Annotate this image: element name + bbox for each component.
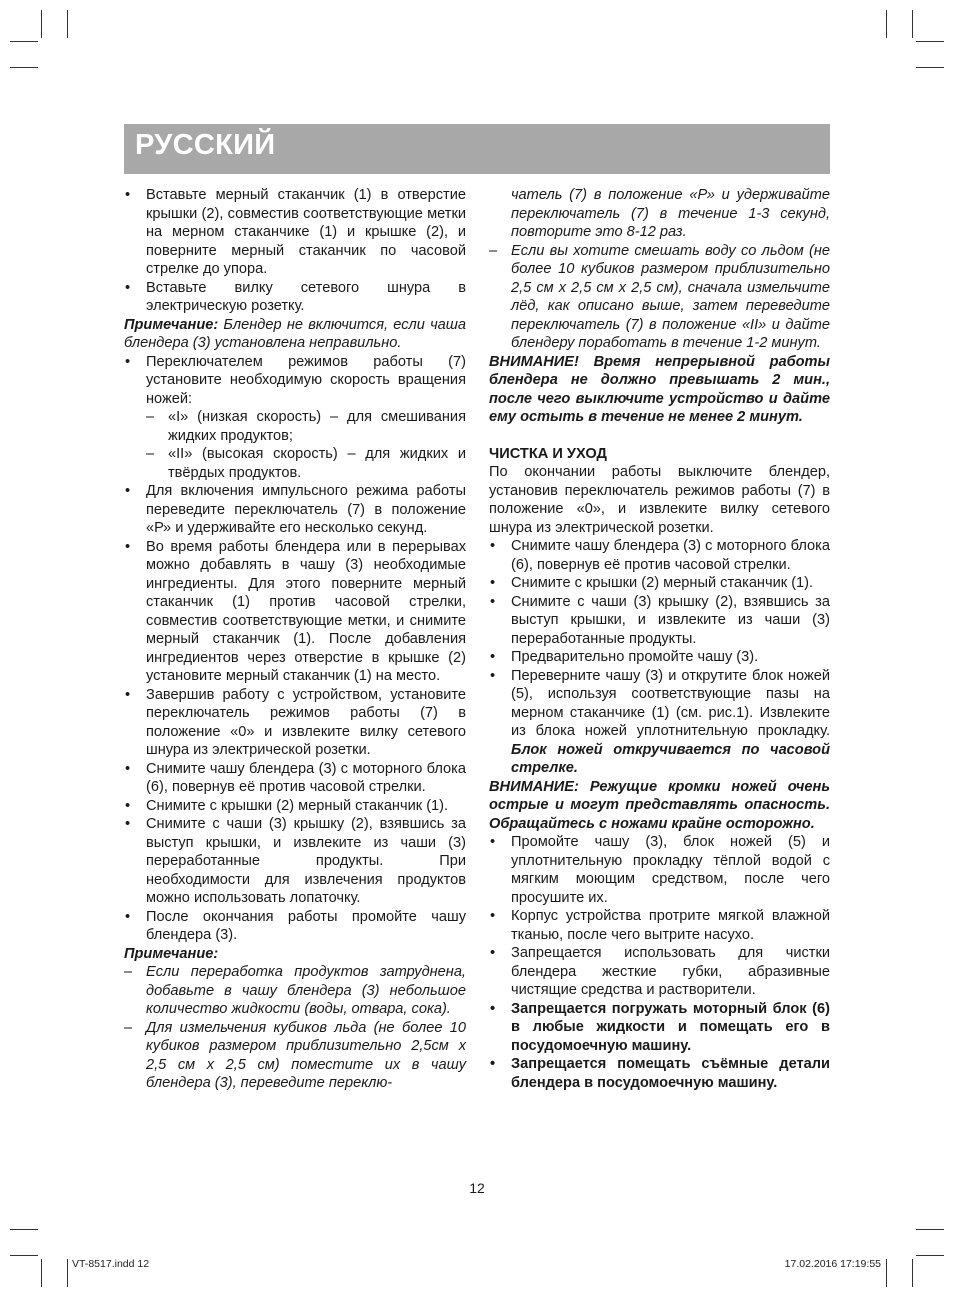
bullet-item: • Снимите с чаши (3) крышку (2), взявшись за выступ крышки, и извлеките из чаши (3) переработанные продукты. При необходимости для извлечения продуктов можно использовать лопаточку. [124, 815, 466, 908]
crop-mark [886, 10, 887, 38]
crop-mark [10, 67, 38, 68]
bullet-item: • Завершив работу с устройством, установите переключатель режимов работы (7) в положение «0» и извлеките вилку сетевого шнура из электрической розетки. [124, 686, 466, 760]
note-dash-item: – Если вы хотите смешать воду со льдом (не более 10 кубиков размером приблизительно 2,5 см х 2,5 см х 2,5 см), сначала измельчите лёд, как описано выше, затем переведите переключатель (7) в положение «II» и дайте блендеру поработать в течение 1-2 минут. [489, 242, 830, 353]
crop-mark [916, 41, 944, 42]
dash-subitem: – «I» (низкая скорость) – для смешивания жидких продуктов; [146, 408, 466, 445]
paragraph: По окончании работы выключите блендер, установив переключатель режимов работы (7) в положение «0», и извлеките вилку сетевого шнура из электрической розетки. [489, 464, 830, 536]
crop-mark [912, 1259, 913, 1287]
crop-mark [916, 1229, 944, 1230]
footer-file-info: VT-8517.indd 12 [72, 1258, 150, 1270]
crop-mark [10, 1255, 38, 1256]
bullet-item: • Промойте чашу (3), блок ножей (5) и уплотнительную прокладку тёплой водой с мягким моющим средством, после чего просушите их. [489, 833, 830, 907]
bullet-item-warning: • Запрещается погружать моторный блок (6) в любые жидкости и помещать его в посудомоечную машину. [489, 1000, 830, 1056]
crop-mark [41, 1259, 42, 1287]
spacer [489, 427, 830, 445]
bullet-item: • Запрещается использовать для чистки блендера жесткие губки, абразивные чистящие средства и растворители. [489, 944, 830, 1000]
note-label: Примечание: [124, 316, 219, 333]
bullet-item: • Вставьте мерный стаканчик (1) в отверстие крышки (2), совместив соответствующие метки на мерном стаканчике (1) и крышке (2), и поверните мерный стаканчик по часовой стрелке до упора. [124, 186, 466, 279]
note-label: Примечание: [124, 945, 219, 962]
crop-mark [10, 1229, 38, 1230]
bullet-item-warning: • Запрещается помещать съёмные детали блендера в посудомоечную машину. [489, 1055, 830, 1092]
bullet-item: • Во время работы блендера или в перерывах можно добавлять в чашу (3) необходимые ингредиенты. Для этого поверните мерный стаканчик (1) против часовой стрелки, совместив соответствующие метки, и снимите мерный стаканчик (1). После добавления ингредиентов через отверстие в крышке (2) установите мерный стаканчик (1) на место. [124, 538, 466, 686]
crop-mark [67, 10, 68, 38]
note-text: Блендер не включится, если чаша блендера (3) установлена неправильно. [124, 316, 466, 351]
bullet-text: Переверните чашу (3) и открутите блок ножей (5), используя соответствующие пазы на мерном стаканчике (1) (см. рис.1). Извлеките из блока ножей уплотнительную прокладку. [511, 667, 830, 739]
crop-mark [912, 10, 913, 38]
crop-mark [67, 1259, 68, 1287]
crop-mark [10, 41, 38, 42]
crop-mark [41, 10, 42, 38]
note-continuation: чатель (7) в положение «Р» и удерживайте переключатель (7) в течение 1-3 секунд, повторите это 8-12 раз. [511, 187, 830, 240]
dash-subitem: – «II» (высокая скорость) – для жидких и твёрдых продуктов. [146, 445, 466, 482]
bullet-item: • Снимите чашу блендера (3) с моторного блока (6), повернув её против часовой стрелки. [124, 760, 466, 797]
note [124, 316, 466, 353]
bullet-item: • Вставьте вилку сетевого шнура в электрическую розетку. [124, 279, 466, 316]
page-number: 12 [469, 1180, 485, 1196]
section-header [124, 124, 830, 174]
warning-text: ВНИМАНИЕ! Время непрерывной работы блендера не должно превышать 2 мин., после чего выключите устройство и дайте ему остыть в течение не менее 2 минут. [489, 353, 830, 425]
footer-timestamp: 17.02.2016 17:19:55 [784, 1258, 881, 1270]
bullet-item: • Переключателем режимов работы (7) установите необходимую скорость вращения ножей: [124, 353, 466, 409]
note-dash-item: – Для измельчения кубиков льда (не более 10 кубиков размером приблизительно 2,5см х 2,5 см х 2,5 см) поместите их в чашу блендера (3), переведите переклю- [124, 1019, 466, 1093]
note-dash-item: – Если переработка продуктов затруднена, добавьте в чашу блендера (3) небольшое количество жидкости (воды, отвара, сока). [124, 963, 466, 1019]
section-heading: ЧИСТКА И УХОД [489, 445, 607, 462]
right-column [489, 186, 830, 1092]
bullet-item: • Снимите с крышки (2) мерный стаканчик (1). [489, 574, 830, 593]
bullet-emphasis: Блок ножей откручивается по часовой стрелке. [511, 741, 830, 776]
section-title: РУССКИЙ [135, 129, 276, 161]
left-column [124, 186, 466, 1093]
bullet-item: • Для включения импульсного режима работы переведите переключатель (7) в положение «Р» и удерживайте его несколько секунд. [124, 482, 466, 538]
bullet-item: • Снимите с крышки (2) мерный стаканчик (1). [124, 797, 466, 816]
bullet-item: • После окончания работы промойте чашу блендера (3). [124, 908, 466, 945]
bullet-item: • Снимите чашу блендера (3) с моторного блока (6), повернув её против часовой стрелки. [489, 537, 830, 574]
bullet-item: • Снимите с чаши (3) крышку (2), взявшись за выступ крышки, и извлеките из чаши (3) переработанные продукты. [489, 593, 830, 649]
crop-mark [886, 1259, 887, 1287]
warning-text: ВНИМАНИЕ: Режущие кромки ножей очень острые и могут представлять опасность. Обращайтесь с ножами крайне осторожно. [489, 778, 830, 832]
bullet-item: • Корпус устройства протрите мягкой влажной тканью, после чего вытрите насухо. [489, 907, 830, 944]
crop-mark [916, 67, 944, 68]
bullet-item: • Предварительно промойте чашу (3). [489, 648, 830, 667]
bullet-item [489, 667, 830, 778]
crop-mark [916, 1255, 944, 1256]
